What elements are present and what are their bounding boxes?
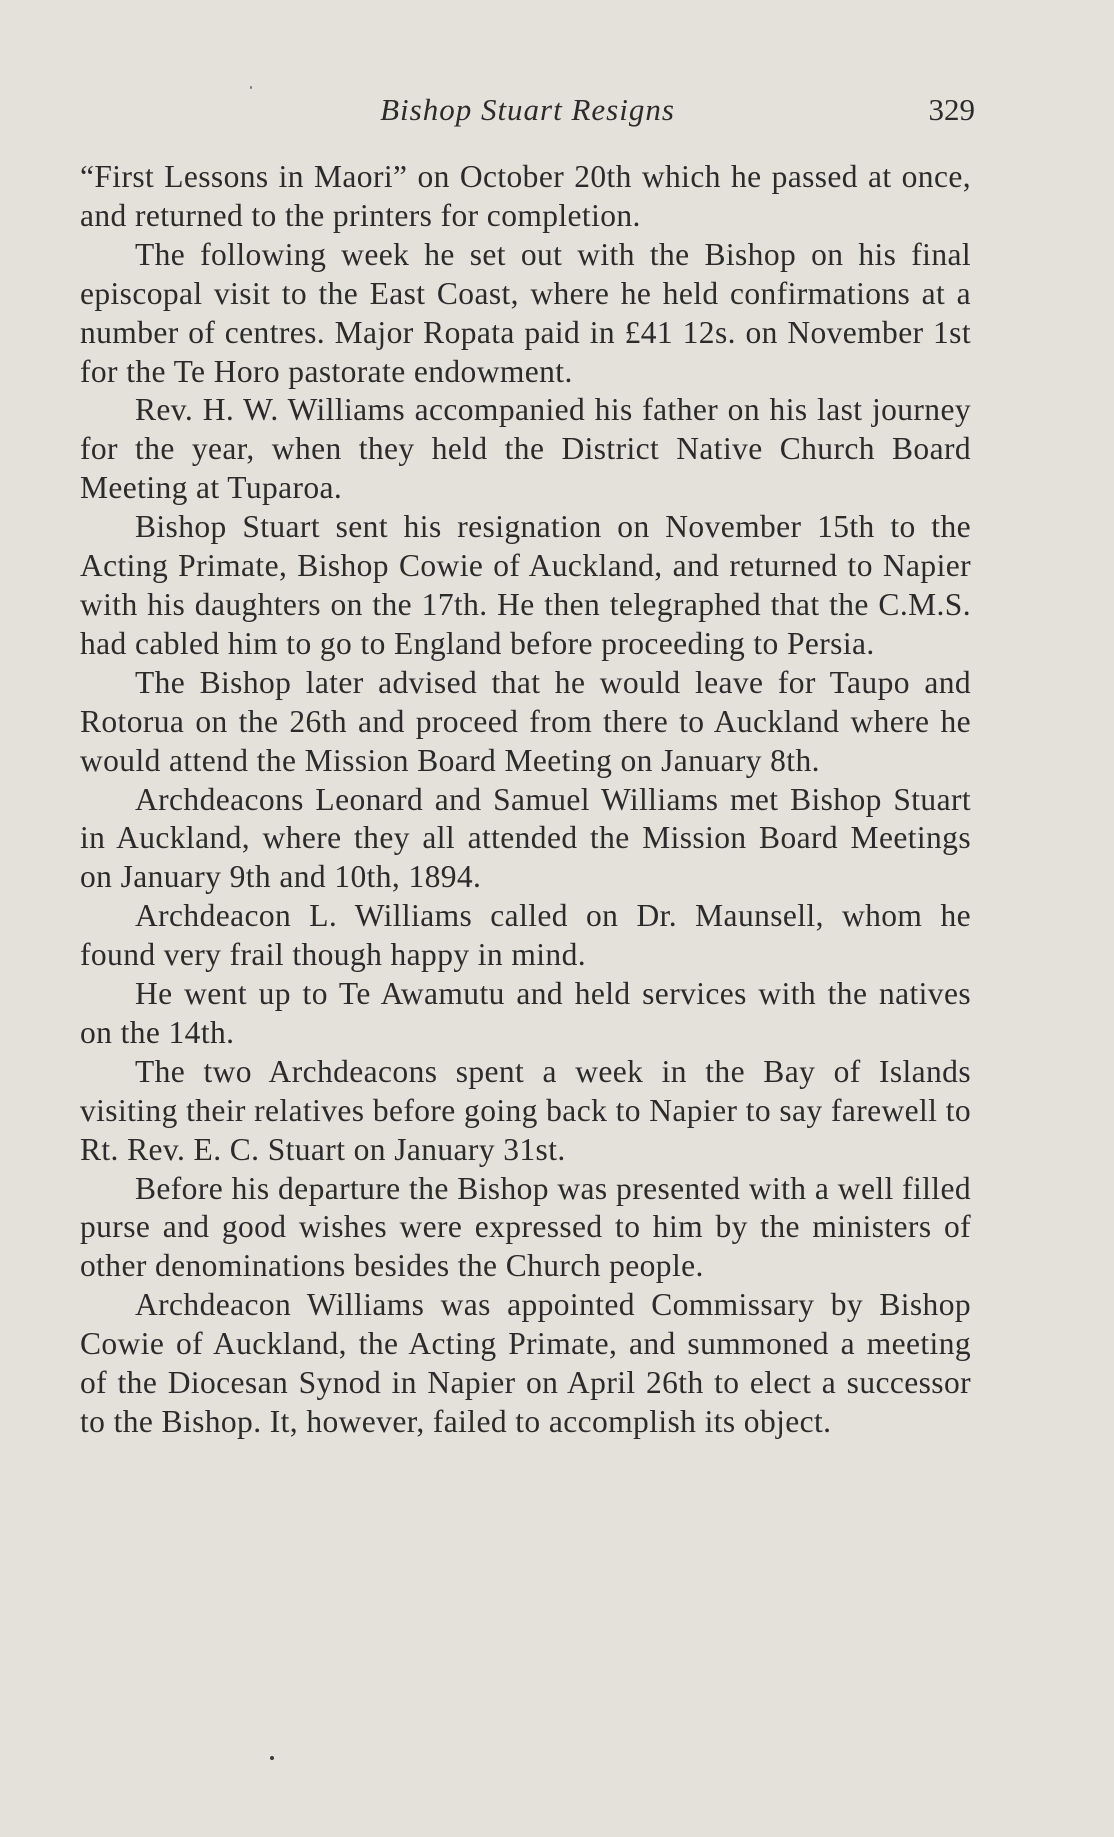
paragraph: The Bishop later advised that he would leave for Taupo and Rotorua on the 26th and proceed from there to Auckland where he would attend the Mission Board Meeting on January 8th. [80,664,971,778]
body-text [80,158,971,1442]
paragraph: Before his departure the Bishop was presented with a well filled purse and good wishes were expressed to him by the ministers of other denominations besides the Church people. [80,1170,971,1284]
paragraph: Archdeacons Leonard and Samuel Williams met Bishop Stuart in Auckland, where they all attended the Mission Board Meetings on January 9th and 10th, 1894. [80,781,971,895]
paragraph: Bishop Stuart sent his resignation on November 15th to the Acting Primate, Bishop Cowie of Auckland, and returned to Napier with his daughters on the 17th. He then telegraphed that the C.M.S. had cabled him to go to England before proceeding to Persia. [80,509,971,661]
paper-speck [270,1756,274,1760]
paragraph: “First Lessons in Maori” on October 20th which he passed at once, and returned to the printers for completion. [80,159,971,233]
page-number: 329 [928,92,975,127]
paragraph: Archdeacon Williams was appointed Commissary by Bishop Cowie of Auckland, the Acting Primate, and summoned a meeting of the Diocesan Synod in Napier on April 26th to elect a successor to the Bishop. It, however, failed to accomplish its object. [80,1287,971,1439]
running-title: Bishop Stuart Resigns [380,92,675,127]
page-header [80,92,975,136]
paragraph: Archdeacon L. Williams called on Dr. Maunsell, whom he found very frail though happy in mind. [80,898,971,973]
paragraph: He went up to Te Awamutu and held services with the natives on the 14th. [80,976,971,1050]
paragraph: Rev. H. W. Williams accompanied his father on his last journey for the year, when they held the District Native Church Board Meeting at Tuparoa. [80,392,971,506]
paragraph: The following week he set out with the Bishop on his final episcopal visit to the East Coast, where he held confirmations at a number of centres. Major Ropata paid in £41 12s. on November 1st for the Te Horo pastorate endowment. [80,236,971,389]
paper-speck [250,86,252,89]
paragraph: The two Archdeacons spent a week in the Bay of Islands visiting their relatives before going back to Napier to say farewell to Rt. Rev. E. C. Stuart on January 31st. [80,1053,971,1167]
